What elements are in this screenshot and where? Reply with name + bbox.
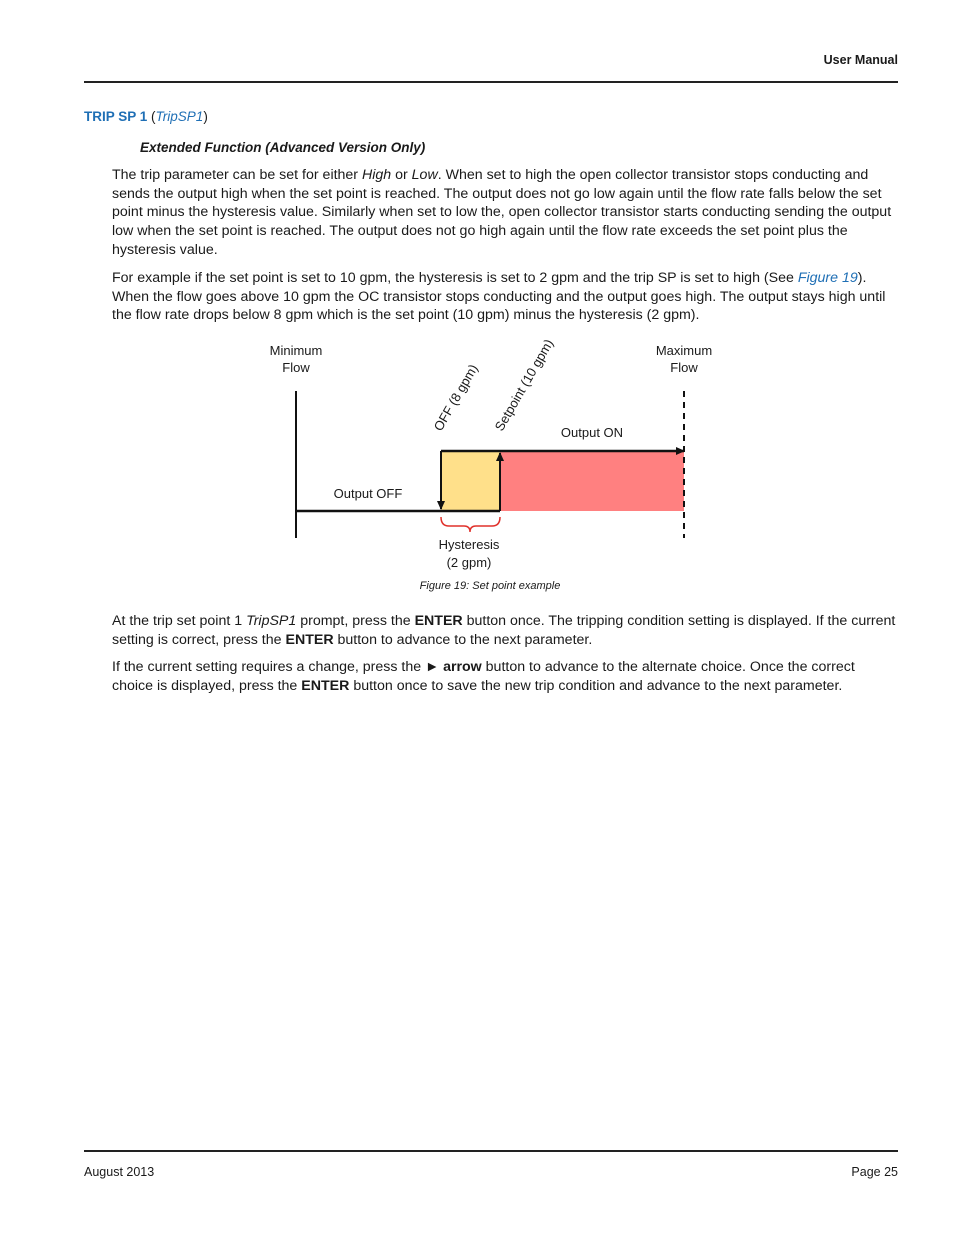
text-run: button to advance to the next parameter. (333, 631, 593, 648)
header-label: User Manual (823, 53, 898, 67)
text-run: prompt, press the (296, 613, 415, 629)
text-run: The trip parameter can be set for either (112, 167, 362, 183)
paren-close: ) (203, 109, 208, 124)
hysteresis-band (441, 451, 500, 511)
hysteresis-bracket (441, 517, 500, 532)
min-flow-label-2: Flow (282, 360, 310, 375)
paragraph-change-instructions (112, 658, 898, 695)
paren-open: ( (151, 109, 156, 124)
output-off-label: Output OFF (333, 486, 403, 501)
arrow-key-label: ► arrow (425, 659, 482, 675)
text-run: button once to save the new trip condition and advance to the next parameter. (349, 677, 843, 694)
text-run: . When set to high the open collector transistor stops conducting and sends the output high when the set point is reached. The output does not go low again until the flow rate falls below the set point minus the hysteresis value. Similarly when set to low the, open collector transistor starts conducting sending the output low when the set point is reached. The output does not go high again until the flow rate exceeds the set point plus the hysteresis value. (112, 167, 892, 258)
enter-key-label: ENTER (301, 677, 350, 694)
text-run: ). When the flow goes above 10 gpm the OC transistor stops conducting and the output goes high. The output stays high until the flow rate drops below 8 gpm which is the set point (10 gpm) minus the hysteresis (2 gpm). (112, 270, 886, 324)
text-run: button once. The tripping condition setting is displayed. If the current setting is correct, press the (112, 613, 896, 648)
off-8gpm-label: OFF (8 gpm) (430, 361, 481, 434)
min-flow-label-1: Minimum (269, 343, 323, 358)
max-flow-label-1: Maximum (655, 343, 713, 358)
text-run: button to advance to the alternate choice. Once the correct choice is displayed, press the (112, 659, 855, 694)
setpoint-10gpm-label: Setpoint (10 gpm) (491, 336, 557, 434)
hysteresis-label-1: Hysteresis (438, 537, 500, 552)
text-run: At the trip set point 1 (112, 613, 247, 629)
text-run: or (391, 167, 412, 183)
text-run: If the current setting requires a change, press the (112, 659, 426, 675)
subheading: Extended Function (Advanced Version Only) (140, 140, 426, 155)
prompt-name: TripSP1 (246, 613, 297, 629)
output-on-band (500, 451, 684, 511)
emphasis-high: High (361, 167, 392, 183)
section-param-name: TripSP1 (155, 109, 204, 124)
enter-key-label: ENTER (414, 613, 463, 629)
footer-rule (84, 1150, 898, 1152)
figure-19-link[interactable]: Figure 19 (797, 270, 858, 286)
max-flow-label-2: Flow (670, 360, 698, 375)
figure-caption: Figure 19: Set point example (419, 580, 561, 592)
enter-key-label: ENTER (285, 631, 334, 648)
section-title-text: TRIP SP 1 (84, 109, 148, 124)
footer-page-number: Page 25 (851, 1165, 898, 1179)
paragraph-prompt-instructions (112, 612, 898, 649)
emphasis-low: Low (411, 167, 438, 183)
text-run: For example if the set point is set to 10 gpm, the hysteresis is set to 2 gpm and the trip SP is set to high (See (112, 270, 798, 286)
output-on-label: Output ON (560, 425, 624, 440)
footer-date: August 2013 (84, 1165, 155, 1179)
hysteresis-label-2: (2 gpm) (446, 555, 492, 570)
